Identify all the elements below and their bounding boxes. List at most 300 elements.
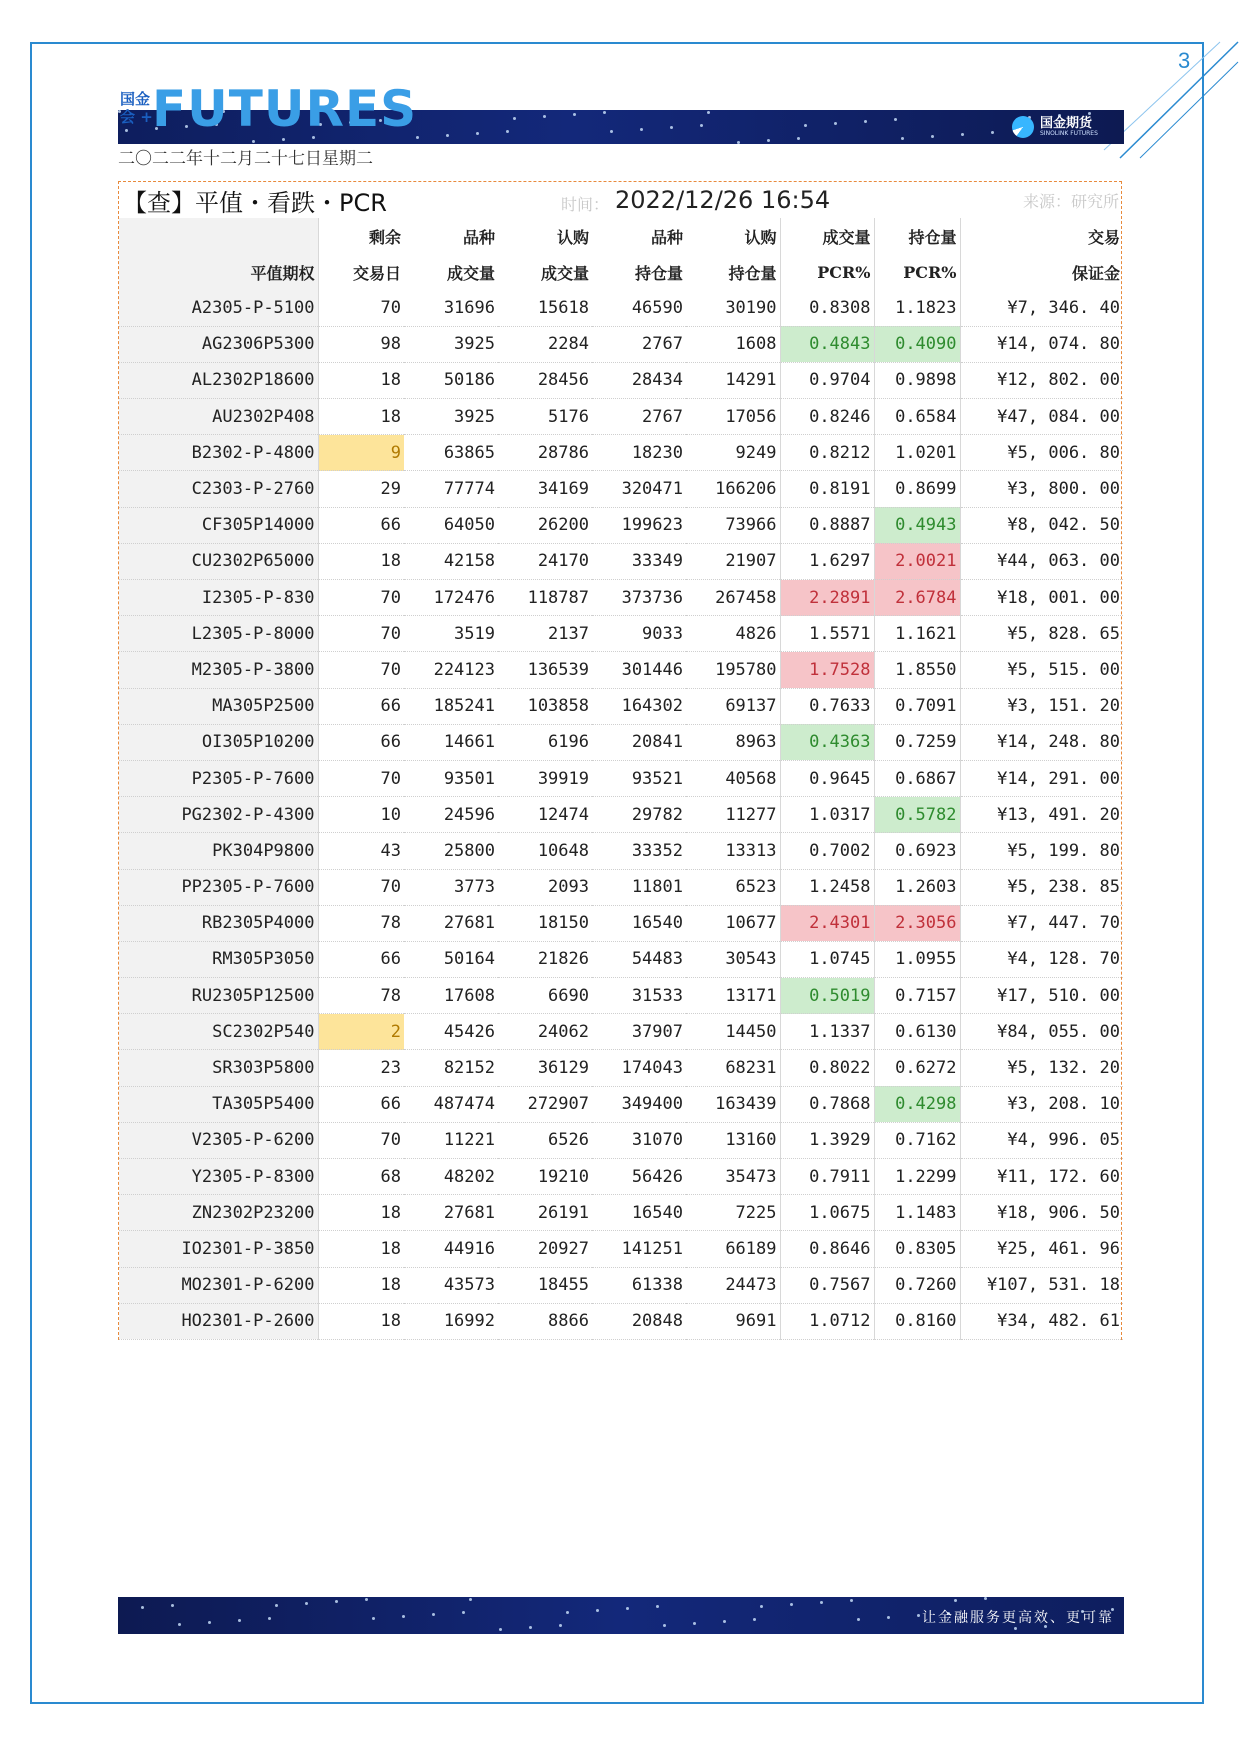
star-dot [760,1605,763,1608]
source-label: 来源：研究所 [1022,191,1119,211]
cell-days: 66 [318,724,404,760]
cell-days: 18 [318,1195,404,1231]
star-dot [961,133,964,136]
table-row [119,905,1123,941]
star-dot [208,1621,211,1624]
cell-oi: 31070 [592,1122,686,1158]
cell-oi: 16540 [592,1195,686,1231]
cell-vol-pcr: 0.8646 [780,1231,874,1267]
cell-call-oi: 68231 [686,1050,780,1086]
cell-margin: ¥107, 531. 18 [960,1267,1123,1303]
star-dot [797,137,800,140]
cell-name: RU2305P12500 [119,978,318,1014]
cell-oi-pcr: 0.6130 [874,1014,960,1050]
cell-days: 10 [318,797,404,833]
cell-days: 18 [318,399,404,435]
star-dot [469,1598,472,1601]
star-dot [335,1600,338,1603]
cell-name: A2305-P-5100 [119,290,318,326]
cell-call-oi: 13171 [686,978,780,1014]
star-dot [707,111,710,114]
cell-vol-pcr: 0.5019 [780,978,874,1014]
cell-vol-pcr: 2.4301 [780,905,874,941]
cell-vol: 44916 [404,1231,498,1267]
cell-vol: 82152 [404,1050,498,1086]
cell-oi-pcr: 0.8699 [874,471,960,507]
cell-name: CU2302P65000 [119,543,318,579]
cell-days: 70 [318,290,404,326]
cell-vol-pcr: 1.3929 [780,1122,874,1158]
table-row [119,1303,1123,1339]
cell-name: P2305-P-7600 [119,760,318,796]
cell-margin: ¥7, 346. 40 [960,290,1123,326]
report-date: 二〇二二年十二月二十七日星期二 [118,149,373,169]
table-row [119,1195,1123,1231]
cell-call-oi: 13160 [686,1122,780,1158]
cell-days: 66 [318,1086,404,1122]
brand-right-en: SINOLINK FUTURES [1040,129,1098,137]
cell-call-oi: 24473 [686,1267,780,1303]
cell-call-oi: 8963 [686,724,780,760]
cell-oi: 29782 [592,797,686,833]
star-dot [850,1599,853,1602]
cell-vol: 50164 [404,941,498,977]
table-row [119,616,1123,652]
cell-name: OI305P10200 [119,724,318,760]
cell-oi-pcr: 0.7162 [874,1122,960,1158]
cell-call-vol: 103858 [498,688,592,724]
star-dot [984,1597,987,1600]
cell-oi: 20848 [592,1303,686,1339]
star-dot [446,134,449,137]
cell-call-oi: 13313 [686,833,780,869]
star-dot [894,118,897,121]
star-dot [1014,1627,1017,1630]
cell-oi-pcr: 0.6584 [874,399,960,435]
cell-call-vol: 39919 [498,760,592,796]
star-dot [887,1616,890,1619]
table-row [119,1122,1123,1158]
cell-vol-pcr: 0.8022 [780,1050,874,1086]
cell-margin: ¥18, 001. 00 [960,580,1123,616]
table-row [119,1159,1123,1195]
cell-oi: 141251 [592,1231,686,1267]
cell-oi-pcr: 1.8550 [874,652,960,688]
brand-right-cn: 国金期货 [1040,115,1093,131]
star-dot [931,135,934,138]
cell-days: 18 [318,1303,404,1339]
cell-oi: 28434 [592,362,686,398]
header-row-top [119,218,1123,254]
cell-vol: 63865 [404,435,498,471]
cell-margin: ¥5, 515. 00 [960,652,1123,688]
cell-days: 78 [318,905,404,941]
cell-days: 66 [318,941,404,977]
cell-name: HO2301-P-2600 [119,1303,318,1339]
star-dot [901,137,904,140]
cell-name: IO2301-P-3850 [119,1231,318,1267]
cell-days: 2 [318,1014,404,1050]
cell-vol-pcr: 1.1337 [780,1014,874,1050]
cell-margin: ¥11, 172. 60 [960,1159,1123,1195]
cell-vol-pcr: 0.9645 [780,760,874,796]
cell-oi-pcr: 0.4298 [874,1086,960,1122]
cell-margin: ¥3, 208. 10 [960,1086,1123,1122]
table-row [119,1231,1123,1267]
column-header-oi: 品种 [650,227,683,247]
footer-banner [118,1597,1124,1634]
cell-days: 70 [318,1122,404,1158]
cell-call-oi: 14291 [686,362,780,398]
time-value: 2022/12/26 16:54 [615,186,831,214]
cell-vol: 93501 [404,760,498,796]
star-dot [506,130,509,133]
column-header-days: 交易日 [318,254,404,290]
cell-call-vol: 28786 [498,435,592,471]
cell-vol: 27681 [404,1195,498,1231]
cell-margin: ¥3, 800. 00 [960,471,1123,507]
star-dot [767,139,770,142]
cell-oi-pcr: 0.7091 [874,688,960,724]
cell-call-vol: 21826 [498,941,592,977]
cell-call-vol: 6196 [498,724,592,760]
column-header-oi_pcr: 持仓量 [874,218,960,254]
cell-margin: ¥13, 491. 20 [960,797,1123,833]
star-dot [1088,112,1091,115]
cell-margin: ¥8, 042. 50 [960,507,1123,543]
sinolink-logo-icon [1012,116,1034,138]
star-dot [529,1626,532,1629]
cell-call-oi: 6523 [686,869,780,905]
star-dot [559,1624,562,1627]
cell-margin: ¥7, 447. 70 [960,905,1123,941]
cell-vol: 14661 [404,724,498,760]
cell-call-oi: 40568 [686,760,780,796]
star-dot [790,1603,793,1606]
cell-call-vol: 26191 [498,1195,592,1231]
cell-call-oi: 195780 [686,652,780,688]
cell-call-vol: 19210 [498,1159,592,1195]
cell-days: 66 [318,507,404,543]
cell-call-oi: 267458 [686,580,780,616]
cell-vol-pcr: 1.0745 [780,941,874,977]
column-header-days: 剩余 [318,218,404,254]
cell-oi: 349400 [592,1086,686,1122]
table-row [119,399,1123,435]
cell-oi-pcr: 1.2603 [874,869,960,905]
cell-oi-pcr: 0.8305 [874,1231,960,1267]
cell-oi: 2767 [592,326,686,362]
table-row [119,869,1123,905]
cell-days: 43 [318,833,404,869]
column-header-call_vol: 认购 [556,227,589,247]
cell-call-oi: 73966 [686,507,780,543]
cell-vol-pcr: 1.0712 [780,1303,874,1339]
cell-vol: 17608 [404,978,498,1014]
star-dot [499,1628,502,1631]
cell-oi-pcr: 2.0021 [874,543,960,579]
cell-call-vol: 2093 [498,869,592,905]
cell-call-vol: 5176 [498,399,592,435]
cell-oi: 164302 [592,688,686,724]
cell-call-oi: 14450 [686,1014,780,1050]
cell-call-oi: 1608 [686,326,780,362]
cell-days: 70 [318,616,404,652]
cell-name: PK304P9800 [119,833,318,869]
star-dot [610,130,613,133]
brand-cn-mark: 国金 会 + [120,90,153,126]
table-row [119,978,1123,1014]
star-dot [282,138,285,141]
cell-vol: 3925 [404,399,498,435]
table-row [119,362,1123,398]
cell-name: AL2302P18600 [119,362,318,398]
cell-name: PP2305-P-7600 [119,869,318,905]
cell-vol-pcr: 0.8212 [780,435,874,471]
star-dot [275,1604,278,1607]
star-dot [917,1614,920,1617]
cell-days: 70 [318,760,404,796]
cell-vol-pcr: 0.7868 [780,1086,874,1122]
cell-days: 70 [318,652,404,688]
cell-oi: 2767 [592,399,686,435]
star-dot [737,141,740,144]
cell-margin: ¥84, 055. 00 [960,1014,1123,1050]
cell-margin: ¥5, 006. 80 [960,435,1123,471]
cell-call-vol: 18455 [498,1267,592,1303]
cell-margin: ¥3, 151. 20 [960,688,1123,724]
cell-margin: ¥5, 132. 20 [960,1050,1123,1086]
table-row [119,507,1123,543]
cell-name: Y2305-P-8300 [119,1159,318,1195]
cell-vol: 11221 [404,1122,498,1158]
cell-margin: ¥14, 291. 00 [960,760,1123,796]
page-number: 3 [1178,48,1191,73]
cell-oi: 93521 [592,760,686,796]
cell-call-vol: 12474 [498,797,592,833]
column-header-margin: 交易 [960,218,1123,254]
cell-margin: ¥47, 084. 00 [960,399,1123,435]
cell-oi: 20841 [592,724,686,760]
cell-call-vol: 28456 [498,362,592,398]
cell-vol: 16992 [404,1303,498,1339]
cell-call-oi: 69137 [686,688,780,724]
column-header-margin: 保证金 [960,254,1123,290]
cell-vol-pcr: 1.2458 [780,869,874,905]
star-dot [566,1611,569,1614]
star-dot [753,1618,756,1621]
cell-vol: 3925 [404,326,498,362]
table-row [119,1050,1123,1086]
cell-name: TA305P5400 [119,1086,318,1122]
cell-oi: 46590 [592,290,686,326]
column-header-call_vol: 成交量 [540,263,589,283]
cell-call-vol: 10648 [498,833,592,869]
cell-margin: ¥4, 996. 05 [960,1122,1123,1158]
cell-call-vol: 24062 [498,1014,592,1050]
cell-call-oi: 17056 [686,399,780,435]
star-dot [573,113,576,116]
cell-call-vol: 18150 [498,905,592,941]
table-row [119,326,1123,362]
cell-vol-pcr: 1.0317 [780,797,874,833]
cell-margin: ¥44, 063. 00 [960,543,1123,579]
cell-oi-pcr: 1.1621 [874,616,960,652]
cell-oi-pcr: 0.4943 [874,507,960,543]
table-row [119,941,1123,977]
cell-days: 29 [318,471,404,507]
cell-oi-pcr: 1.0955 [874,941,960,977]
star-dot [596,1609,599,1612]
cell-name: M2305-P-3800 [119,652,318,688]
cell-call-vol: 15618 [498,290,592,326]
cell-margin: ¥25, 461. 96 [960,1231,1123,1267]
cell-call-oi: 11277 [686,797,780,833]
cell-call-vol: 136539 [498,652,592,688]
cell-vol-pcr: 0.8191 [780,471,874,507]
cell-vol-pcr: 0.7633 [780,688,874,724]
star-dot [305,1602,308,1605]
cell-vol-pcr: 0.8887 [780,507,874,543]
star-dot [268,1617,271,1620]
pcr-table [119,218,1123,1340]
cell-vol-pcr: 2.2891 [780,580,874,616]
cell-call-vol: 8866 [498,1303,592,1339]
column-header-oi_pcr: PCR% [874,254,960,290]
cell-margin: ¥5, 199. 80 [960,833,1123,869]
cell-oi-pcr: 0.5782 [874,797,960,833]
table-row [119,1014,1123,1050]
star-dot [141,1606,144,1609]
cell-call-oi: 9691 [686,1303,780,1339]
table-row [119,1267,1123,1303]
table-row [119,760,1123,796]
cell-name: V2305-P-6200 [119,1122,318,1158]
star-dot [693,1622,696,1625]
cell-oi: 9033 [592,616,686,652]
column-header-vol_pcr: PCR% [780,254,874,290]
cell-call-oi: 166206 [686,471,780,507]
star-dot [626,1607,629,1610]
cell-oi-pcr: 0.6272 [874,1050,960,1086]
table-title: 【查】平值・看跌・PCR [123,188,387,217]
brand-futures: FUTURES [152,80,418,138]
table-row [119,290,1123,326]
star-dot [804,124,807,127]
table-row [119,652,1123,688]
column-header-call_oi: 认购 [744,227,777,247]
header-row-bottom [119,254,1123,290]
star-dot [171,1604,174,1607]
cell-vol: 25800 [404,833,498,869]
cell-oi: 199623 [592,507,686,543]
cell-oi: 56426 [592,1159,686,1195]
cell-margin: ¥4, 128. 70 [960,941,1123,977]
cell-oi-pcr: 0.6867 [874,760,960,796]
pcr-table-container [118,181,1122,1340]
cell-vol-pcr: 1.0675 [780,1195,874,1231]
table-row [119,471,1123,507]
cell-vol: 3519 [404,616,498,652]
table-title-row [119,182,1121,218]
cell-name: RM305P3050 [119,941,318,977]
cell-call-oi: 10677 [686,905,780,941]
cell-margin: ¥12, 802. 00 [960,362,1123,398]
cell-oi-pcr: 0.7260 [874,1267,960,1303]
cell-vol-pcr: 0.4843 [780,326,874,362]
star-dot [365,1598,368,1601]
cell-margin: ¥34, 482. 61 [960,1303,1123,1339]
table-body [119,290,1123,1339]
cell-days: 68 [318,1159,404,1195]
cell-days: 18 [318,1231,404,1267]
cell-oi: 320471 [592,471,686,507]
cell-vol: 77774 [404,471,498,507]
cell-vol: 224123 [404,652,498,688]
cell-name: AG2306P5300 [119,326,318,362]
cell-vol-pcr: 1.6297 [780,543,874,579]
star-dot [178,1623,181,1626]
cell-oi: 61338 [592,1267,686,1303]
cell-call-vol: 36129 [498,1050,592,1086]
cell-call-vol: 2284 [498,326,592,362]
cell-days: 78 [318,978,404,1014]
cell-margin: ¥14, 074. 80 [960,326,1123,362]
cell-name: MA305P2500 [119,688,318,724]
cell-margin: ¥14, 248. 80 [960,724,1123,760]
cell-oi: 18230 [592,435,686,471]
cell-name: MO2301-P-6200 [119,1267,318,1303]
cell-call-vol: 34169 [498,471,592,507]
brand-right [1012,116,1098,138]
cell-oi: 37907 [592,1014,686,1050]
cell-oi-pcr: 1.2299 [874,1159,960,1195]
cell-oi-pcr: 1.1483 [874,1195,960,1231]
cell-call-vol: 24170 [498,543,592,579]
star-dot [462,1611,465,1614]
cell-margin: ¥5, 828. 65 [960,616,1123,652]
star-dot [476,132,479,135]
cell-call-oi: 163439 [686,1086,780,1122]
table-row [119,1086,1123,1122]
cell-vol: 487474 [404,1086,498,1122]
cell-name: SR303P5800 [119,1050,318,1086]
star-dot [372,1617,375,1620]
cell-oi: 33349 [592,543,686,579]
star-dot [820,1601,823,1604]
cell-call-oi: 9249 [686,435,780,471]
cell-call-vol: 118787 [498,580,592,616]
cell-vol-pcr: 1.5571 [780,616,874,652]
cell-oi-pcr: 0.9898 [874,362,960,398]
star-dot [663,1624,666,1627]
cell-days: 18 [318,1267,404,1303]
cell-vol-pcr: 0.7911 [780,1159,874,1195]
cell-name: C2303-P-2760 [119,471,318,507]
cell-name: RB2305P4000 [119,905,318,941]
cell-call-vol: 20927 [498,1231,592,1267]
star-dot [543,115,546,118]
cell-vol: 24596 [404,797,498,833]
cell-days: 70 [318,580,404,616]
cell-oi-pcr: 0.4090 [874,326,960,362]
column-header-name [119,218,318,254]
star-dot [432,1613,435,1616]
cell-vol: 64050 [404,507,498,543]
cell-vol: 27681 [404,905,498,941]
star-dot [954,1599,957,1602]
table-row [119,580,1123,616]
